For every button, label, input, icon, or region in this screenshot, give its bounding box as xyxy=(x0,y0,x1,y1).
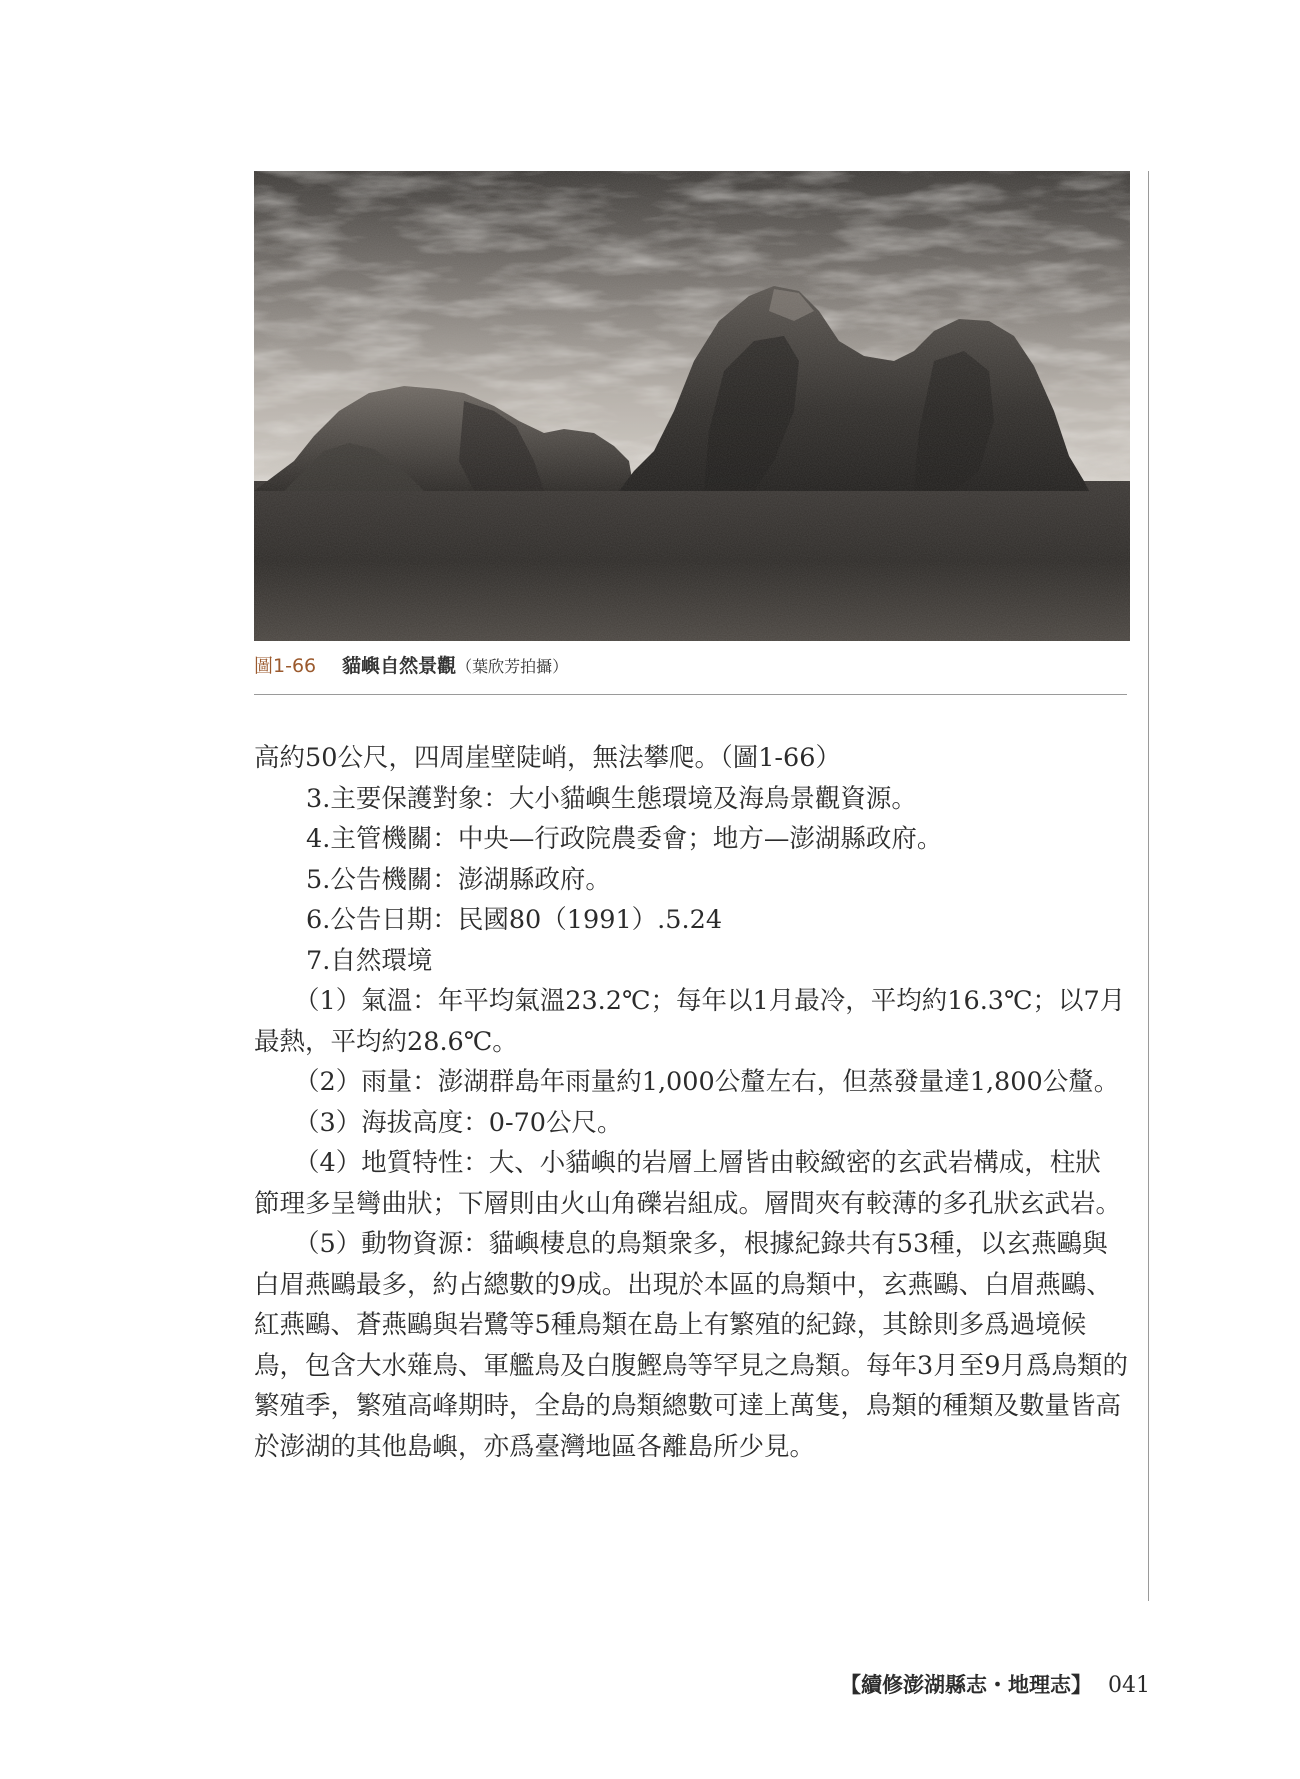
paragraph-line: （5）動物資源：貓嶼棲息的鳥類衆多，根據紀錄共有53種，以玄燕鷗與 xyxy=(294,1229,1108,1259)
margin-divider xyxy=(1148,171,1149,1601)
island-photo xyxy=(254,171,1130,641)
paragraph-line: 3.主要保護對象：大小貓嶼生態環境及海鳥景觀資源。 xyxy=(306,783,917,814)
body-text xyxy=(254,738,1130,1467)
page-number: 041 xyxy=(1108,1673,1150,1698)
figure-title: 貓嶼自然景觀 xyxy=(342,655,457,677)
figure-caption xyxy=(254,653,1130,680)
paragraph-line: 6.公告日期：民國80（1991）.5.24 xyxy=(306,905,723,935)
paragraph-line: （2）雨量：澎湖群島年雨量約1,000公釐左右，但蒸發量達1,800公釐。 xyxy=(294,1067,1120,1097)
paragraph-line: （1）氣溫：年平均氣溫23.2℃；每年以1月最冷，平均約16.3℃；以7月 xyxy=(294,986,1126,1016)
caption-divider xyxy=(254,694,1127,695)
paragraph-line: 節理多呈彎曲狀；下層則由火山角礫岩組成。層間夾有較薄的多孔狀玄武岩。 xyxy=(254,1188,1122,1219)
paragraph-line: （4）地質特性：大、小貓嶼的岩層上層皆由較緻密的玄武岩構成，柱狀 xyxy=(294,1148,1101,1178)
page-footer xyxy=(840,1671,1150,1700)
paragraph-line: 5.公告機關：澎湖縣政府。 xyxy=(306,864,611,895)
paragraph-line: 繁殖季，繁殖高峰期時，全島的鳥類總數可達上萬隻，鳥類的種類及數量皆高 xyxy=(254,1391,1122,1421)
paragraph-line: 鳥，包含大水薙鳥、軍艦鳥及白腹鰹鳥等罕見之鳥類。每年3月至9月爲鳥類的 xyxy=(254,1350,1128,1381)
paragraph-line: （3）海拔高度：0-70公尺。 xyxy=(294,1107,623,1138)
paragraph-line: 紅燕鷗、蒼燕鷗與岩鷺等5種鳥類在島上有繁殖的紀錄，其餘則多爲過境候 xyxy=(254,1310,1087,1340)
paragraph-line: 4.主管機關：中央—行政院農委會；地方—澎湖縣政府。 xyxy=(306,824,943,854)
island-landscape-icon xyxy=(254,171,1130,641)
paragraph-line: 7.自然環境 xyxy=(306,945,433,976)
book-title: 【續修澎湖縣志・地理志】 xyxy=(840,1672,1092,1697)
paragraph-line: 白眉燕鷗最多，約占總數的9成。出現於本區的鳥類中，玄燕鷗、白眉燕鷗、 xyxy=(254,1269,1112,1300)
paragraph-line: 高約50公尺，四周崖壁陡峭，無法攀爬。（圖1-66） xyxy=(254,743,841,773)
figure-number: 圖1-66 xyxy=(254,655,317,677)
paragraph-line: 最熱，平均約28.6℃。 xyxy=(254,1026,518,1057)
paragraph-line: 於澎湖的其他島嶼，亦爲臺灣地區各離島所少見。 xyxy=(254,1431,816,1462)
figure-credit: （葉欣芳拍攝） xyxy=(456,657,569,676)
